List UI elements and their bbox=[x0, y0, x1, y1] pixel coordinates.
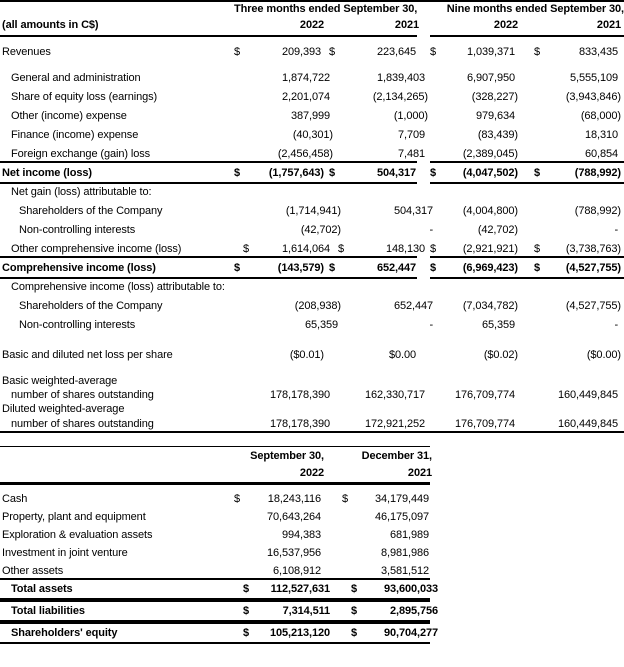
dollar-sign: $ bbox=[243, 242, 250, 255]
amount: (42,702) bbox=[477, 223, 518, 236]
amount: 176,709,774 bbox=[454, 389, 518, 401]
amount: 3,581,512 bbox=[381, 565, 432, 577]
row-label: Total assets bbox=[11, 583, 73, 595]
row-finance-income-expense bbox=[0, 125, 624, 144]
row-label: Shareholders' equity bbox=[11, 627, 118, 639]
date-cell bbox=[342, 450, 432, 462]
section-label: Comprehensive income (loss) attributable to: bbox=[11, 280, 225, 293]
amount: (2,134,265) bbox=[372, 90, 428, 103]
row-net-nci bbox=[0, 220, 624, 239]
amount: 979,634 bbox=[475, 109, 518, 122]
row-eps bbox=[0, 345, 624, 364]
row-label: Basic weighted-average bbox=[2, 375, 118, 387]
amount: 994,383 bbox=[281, 529, 324, 541]
year-cell bbox=[234, 19, 324, 31]
amount: 2,201,074 bbox=[282, 90, 333, 103]
year-cell bbox=[342, 467, 432, 479]
row-label: Non-controlling interests bbox=[19, 223, 136, 236]
row-label: Other (income) expense bbox=[11, 109, 127, 122]
amount: 1,614,064 bbox=[282, 242, 333, 255]
dollar-sign: $ bbox=[234, 493, 241, 505]
row-label: Total liabilities bbox=[11, 605, 85, 617]
amount: 223,645 bbox=[376, 45, 419, 58]
amount: (788,992) bbox=[574, 166, 621, 179]
dollar-sign: $ bbox=[351, 605, 358, 617]
dollar-sign: $ bbox=[430, 261, 437, 274]
section-label: Net gain (loss) attributable to: bbox=[11, 185, 152, 198]
amount: - bbox=[614, 223, 621, 236]
amount: (42,702) bbox=[300, 223, 341, 236]
amount: (68,000) bbox=[580, 109, 621, 122]
amount: 209,393 bbox=[281, 45, 324, 58]
dollar-sign: $ bbox=[234, 261, 241, 274]
year-label: 2021 bbox=[394, 19, 419, 31]
amount: ($0.01) bbox=[289, 348, 324, 361]
row-label: Property, plant and equipment bbox=[2, 511, 146, 523]
amount: 172,921,252 bbox=[364, 417, 428, 430]
row-comprehensive-attributable bbox=[0, 277, 624, 296]
amount: (2,456,458) bbox=[277, 147, 333, 160]
dollar-sign: $ bbox=[243, 627, 250, 639]
amount: (2,389,045) bbox=[462, 147, 518, 160]
row-comp-shareholders bbox=[0, 296, 624, 315]
amount: 18,310 bbox=[584, 128, 621, 141]
dollar-sign: $ bbox=[351, 627, 358, 639]
row-label: Non-controlling interests bbox=[19, 318, 136, 331]
row-label: number of shares outstanding bbox=[11, 389, 154, 401]
year-label: 2022 bbox=[299, 466, 324, 479]
spacer bbox=[0, 433, 624, 446]
dollar-sign: $ bbox=[234, 166, 241, 179]
t2-year-header-row bbox=[0, 465, 430, 483]
row-basic-wa-shares bbox=[0, 388, 624, 402]
row-label: Share of equity loss (earnings) bbox=[11, 90, 158, 103]
row-comp-nci bbox=[0, 315, 624, 334]
amount: 387,999 bbox=[290, 109, 333, 122]
amount: 5,555,109 bbox=[570, 71, 621, 84]
amount: 18,243,116 bbox=[267, 493, 324, 505]
currency-note: (all amounts in C$) bbox=[2, 19, 99, 31]
dollar-sign: $ bbox=[534, 166, 541, 179]
amount: 162,330,717 bbox=[364, 389, 428, 401]
dollar-sign: $ bbox=[534, 45, 541, 58]
spacer bbox=[0, 364, 624, 374]
amount: 1,874,722 bbox=[282, 71, 333, 84]
amount: - bbox=[429, 318, 436, 331]
amount: 46,175,097 bbox=[374, 511, 432, 523]
year-header-row bbox=[0, 16, 624, 36]
year-cell bbox=[234, 467, 324, 479]
row-label: Shareholders of the Company bbox=[19, 299, 163, 312]
row-label: Comprehensive income (loss) bbox=[2, 261, 156, 274]
amount: 34,179,449 bbox=[374, 493, 432, 505]
row-label: Exploration & evaluation assets bbox=[2, 529, 153, 541]
amount: 16,537,956 bbox=[266, 547, 324, 559]
row-jv bbox=[0, 544, 430, 562]
date-label: September 30, bbox=[250, 450, 324, 462]
t2-date-header-row bbox=[0, 447, 430, 465]
row-revenues bbox=[0, 42, 624, 61]
date-label: December 31, bbox=[361, 450, 432, 462]
dollar-sign: $ bbox=[329, 45, 336, 58]
amount: ($0.02) bbox=[483, 348, 518, 361]
period-header-row bbox=[0, 2, 624, 16]
amount: 504,317 bbox=[376, 166, 419, 179]
dollar-sign: $ bbox=[329, 261, 336, 274]
amount: 8,981,986 bbox=[381, 547, 432, 559]
row-label: number of shares outstanding bbox=[11, 417, 154, 430]
amount: 1,039,371 bbox=[467, 45, 518, 58]
amount: 833,435 bbox=[578, 45, 621, 58]
amount: ($0.00) bbox=[586, 348, 621, 361]
amount: 178,178,390 bbox=[269, 389, 333, 401]
amount: - bbox=[614, 318, 621, 331]
amount: 6,907,950 bbox=[467, 71, 518, 84]
amount: (6,969,423) bbox=[462, 261, 518, 274]
amount: 7,709 bbox=[398, 128, 428, 141]
row-net-income bbox=[0, 163, 624, 182]
amount: (4,047,502) bbox=[462, 166, 518, 179]
amount: 70,643,264 bbox=[266, 511, 324, 523]
dollar-sign: $ bbox=[430, 242, 437, 255]
dollar-sign: $ bbox=[430, 166, 437, 179]
row-net-gain-attributable bbox=[0, 182, 624, 201]
amount: 105,213,120 bbox=[269, 627, 333, 639]
amount: 65,359 bbox=[481, 318, 518, 331]
row-diluted-wa-label bbox=[0, 402, 624, 416]
amount: 652,447 bbox=[393, 299, 436, 312]
amount: (83,439) bbox=[477, 128, 518, 141]
amount: (4,527,755) bbox=[565, 261, 621, 274]
amount: 60,854 bbox=[584, 147, 621, 160]
amount: 148,130 bbox=[385, 242, 428, 255]
year-cell bbox=[534, 19, 624, 31]
dollar-sign: $ bbox=[351, 583, 358, 595]
row-general-administration bbox=[0, 68, 624, 87]
dollar-sign: $ bbox=[329, 166, 336, 179]
dollar-sign: $ bbox=[243, 605, 250, 617]
amount: (1,000) bbox=[393, 109, 428, 122]
amount: (3,738,763) bbox=[565, 242, 621, 255]
amount: (40,301) bbox=[292, 128, 333, 141]
amount: - bbox=[429, 223, 436, 236]
row-basic-wa-label bbox=[0, 374, 624, 388]
amount: 176,709,774 bbox=[454, 417, 518, 430]
amount: (7,034,782) bbox=[462, 299, 518, 312]
amount: (2,921,921) bbox=[462, 242, 518, 255]
amount: (1,757,643) bbox=[268, 166, 324, 179]
dollar-sign: $ bbox=[234, 45, 241, 58]
row-diluted-wa-shares bbox=[0, 416, 624, 431]
amount: (3,943,846) bbox=[565, 90, 621, 103]
row-label: Foreign exchange (gain) loss bbox=[11, 147, 151, 160]
amount: (4,004,800) bbox=[462, 204, 518, 217]
row-label: Net income (loss) bbox=[2, 166, 92, 179]
amount: (143,579) bbox=[277, 261, 324, 274]
row-net-shareholders bbox=[0, 201, 624, 220]
amount: 6,108,912 bbox=[273, 565, 324, 577]
amount: (208,938) bbox=[294, 299, 341, 312]
row-label: General and administration bbox=[11, 71, 141, 84]
amount: 178,178,390 bbox=[269, 417, 333, 430]
dollar-sign: $ bbox=[534, 261, 541, 274]
row-share-of-equity-loss bbox=[0, 87, 624, 106]
three-months-header: Three months ended September 30, bbox=[234, 3, 418, 15]
row-exploration bbox=[0, 526, 430, 544]
amount: 93,600,033 bbox=[383, 583, 441, 595]
amount: $0.00 bbox=[389, 348, 419, 361]
year-label: 2021 bbox=[596, 19, 621, 31]
amount: 65,359 bbox=[304, 318, 341, 331]
year-label: 2022 bbox=[493, 19, 518, 31]
amount: (4,527,755) bbox=[565, 299, 621, 312]
amount: (1,714,941) bbox=[285, 204, 341, 217]
dollar-sign: $ bbox=[243, 583, 250, 595]
row-label: Diluted weighted-average bbox=[2, 403, 125, 415]
row-label: Other comprehensive income (loss) bbox=[11, 242, 182, 255]
row-ppe bbox=[0, 508, 430, 526]
date-cell bbox=[234, 450, 324, 462]
year-cell bbox=[329, 19, 419, 31]
year-cell bbox=[430, 19, 520, 31]
row-comprehensive-income bbox=[0, 258, 624, 277]
amount: 504,317 bbox=[393, 204, 436, 217]
row-label: Cash bbox=[2, 493, 28, 505]
amount: 652,447 bbox=[376, 261, 419, 274]
nine-months-header: Nine months ended September 30, bbox=[446, 3, 624, 15]
amount: 7,481 bbox=[398, 147, 428, 160]
row-other-income-expense bbox=[0, 106, 624, 125]
amount: 2,895,756 bbox=[390, 605, 441, 617]
amount: 1,839,403 bbox=[377, 71, 428, 84]
year-label: 2021 bbox=[407, 466, 432, 479]
year-label: 2022 bbox=[299, 19, 324, 31]
amount: 112,527,631 bbox=[270, 583, 333, 595]
row-shareholders-equity bbox=[0, 624, 441, 642]
amount: 160,449,845 bbox=[557, 389, 621, 401]
amount: 160,449,845 bbox=[557, 417, 621, 430]
row-label: Shareholders of the Company bbox=[19, 204, 163, 217]
spacer bbox=[0, 61, 624, 68]
spacer bbox=[0, 334, 624, 345]
amount: 7,314,511 bbox=[282, 605, 333, 617]
amount: 90,704,277 bbox=[383, 627, 441, 639]
dollar-sign: $ bbox=[534, 242, 541, 255]
row-label: Other assets bbox=[2, 565, 64, 577]
dollar-sign: $ bbox=[342, 493, 349, 505]
row-cash bbox=[0, 490, 430, 508]
amount: 681,989 bbox=[389, 529, 432, 541]
amount: (788,992) bbox=[574, 204, 621, 217]
row-total-assets bbox=[0, 580, 441, 598]
dollar-sign: $ bbox=[430, 45, 437, 58]
row-total-liabilities bbox=[0, 602, 441, 620]
row-label: Finance (income) expense bbox=[11, 128, 139, 141]
dollar-sign: $ bbox=[338, 242, 345, 255]
row-label: Basic and diluted net loss per share bbox=[2, 348, 173, 361]
row-label: Investment in joint venture bbox=[2, 547, 128, 559]
amount: (328,227) bbox=[471, 90, 518, 103]
row-label: Revenues bbox=[2, 45, 51, 58]
